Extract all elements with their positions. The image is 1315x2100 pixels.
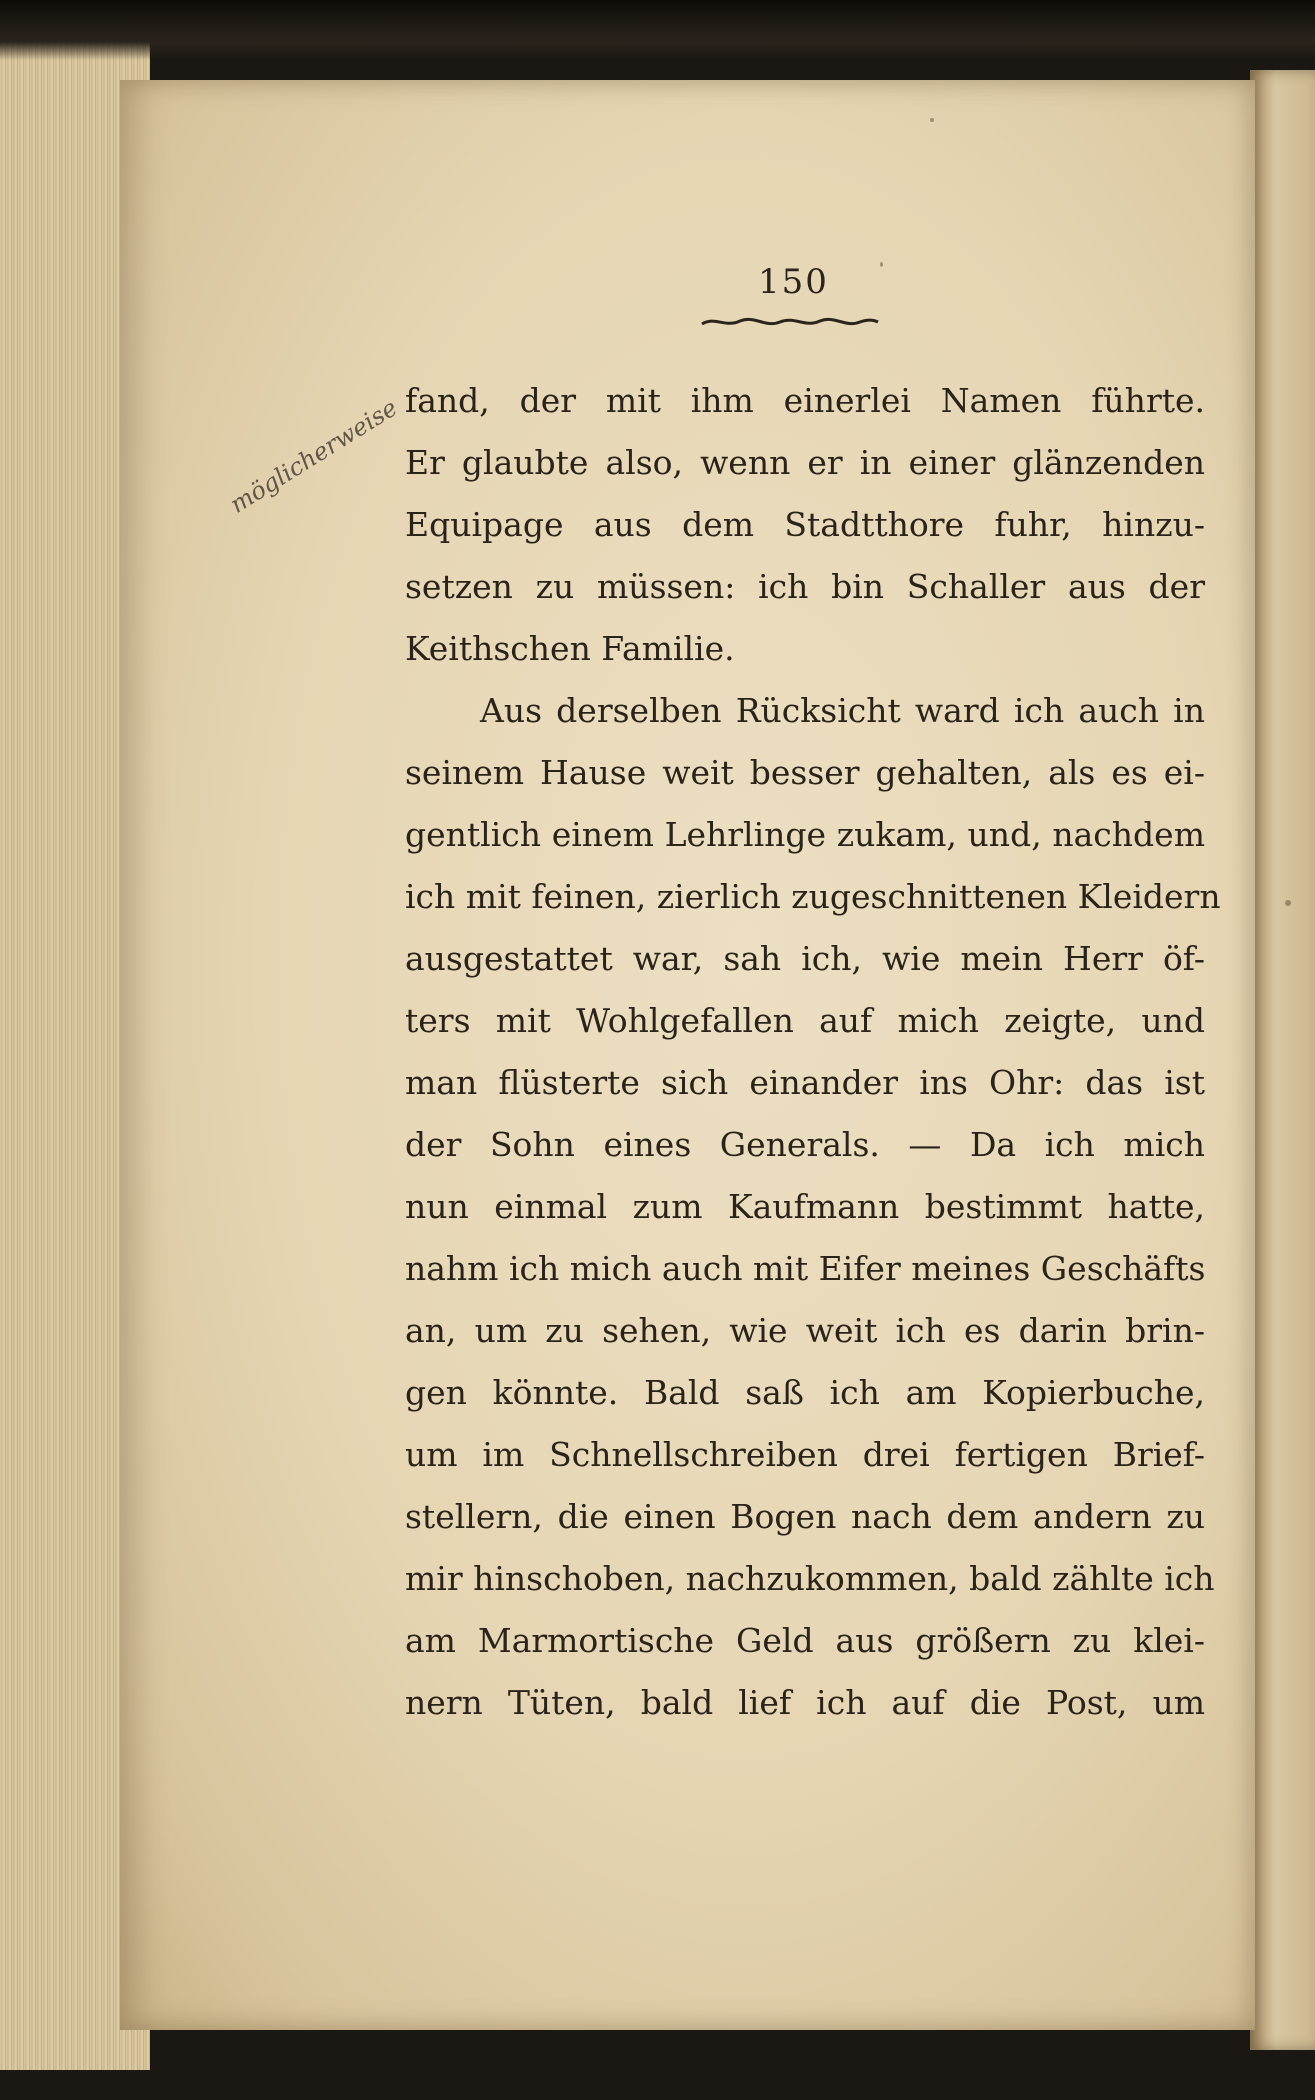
text-line: ausgestattet war, sah ich, wie mein Herr öf- — [405, 939, 1205, 978]
text-line: ters mit Wohlgefallen auf mich zeigte, und — [405, 1001, 1205, 1040]
text-line: um im Schnellschreiben drei fertigen Brief- — [405, 1435, 1205, 1474]
text-line: setzen zu müssen: ich bin Schaller aus der — [405, 567, 1205, 606]
text-line: nun einmal zum Kaufmann bestimmt hatte, — [405, 1187, 1205, 1226]
paper-speck — [1285, 900, 1291, 906]
text-line: man flüsterte sich einander ins Ohr: das ist — [405, 1063, 1205, 1102]
text-line: fand, der mit ihm einerlei Namen führte. — [405, 381, 1205, 420]
text-line: an, um zu sehen, wie weit ich es darin brin- — [405, 1311, 1205, 1350]
handwritten-margin-note: möglicherweise — [225, 393, 403, 519]
text-line: am Marmortische Geld aus größern zu klei- — [405, 1621, 1205, 1660]
text-line: gen könnte. Bald saß ich am Kopierbuche, — [405, 1373, 1205, 1412]
facing-page-edge — [1250, 70, 1315, 2050]
ornament-divider — [700, 312, 880, 332]
text-line: seinem Hause weit besser gehalten, als es ei- — [405, 753, 1205, 792]
text-line: Keithschen Familie. — [405, 629, 735, 668]
text-line: der Sohn eines Generals. — Da ich mich — [405, 1125, 1205, 1164]
text-line: nahm ich mich auch mit Eifer meines Geschäfts — [405, 1249, 1206, 1288]
text-line: mir hinschoben, nachzukommen, bald zählte ich — [405, 1559, 1215, 1598]
text-line: Er glaubte also, wenn er in einer glänzenden — [405, 443, 1205, 482]
paper-speck — [930, 118, 934, 122]
text-line: ich mit feinen, zierlich zugeschnittenen Kleidern — [405, 877, 1221, 916]
body-text — [405, 370, 1221, 1734]
binding-shadow — [0, 0, 1315, 60]
text-line: nern Tüten, bald lief ich auf die Post, um — [405, 1683, 1205, 1722]
text-line: Equipage aus dem Stadtthore fuhr, hinzu- — [405, 505, 1205, 544]
text-line: gentlich einem Lehrlinge zukam, und, nachdem — [405, 815, 1205, 854]
text-line: Aus derselben Rücksicht ward ich auch in — [480, 691, 1205, 730]
paper-speck — [880, 262, 883, 267]
page-number: 150 — [758, 262, 829, 302]
text-line: stellern, die einen Bogen nach dem andern zu — [405, 1497, 1205, 1536]
